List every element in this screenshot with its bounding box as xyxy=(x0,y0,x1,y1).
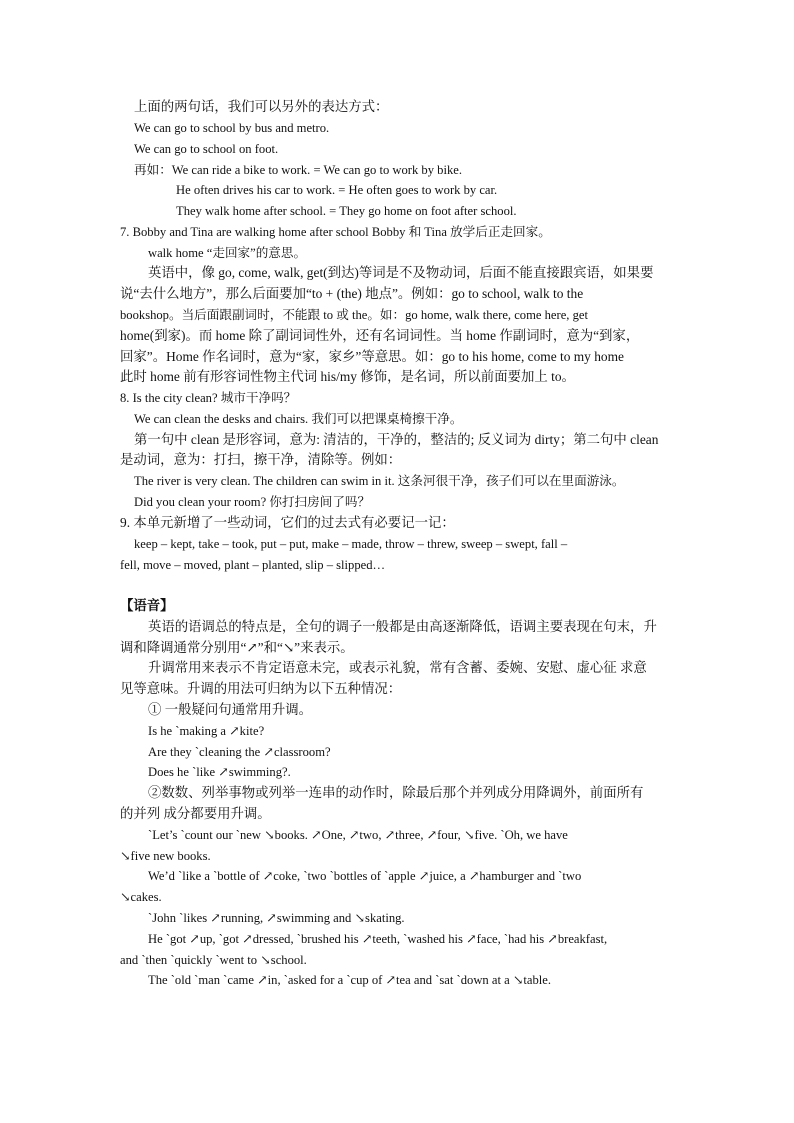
text-line: ↘cakes. xyxy=(120,890,162,904)
text-line: Are they `cleaning the ↗classroom? xyxy=(148,745,331,759)
text-line: Did you clean your room? 你打扫房间了吗？ xyxy=(134,495,371,509)
text-line: 的并列 成分都要用升调。 xyxy=(120,806,271,821)
text-line: ① 一般疑问句通常用升调。 xyxy=(148,702,313,717)
text-line: 说“去什么地方”，那么后面要加“to + (the) 地点”。例如：go to school, walk to the xyxy=(120,286,584,301)
text-line: Is he `making a ↗kite? xyxy=(148,724,265,738)
text-line: 再如：We can ride a bike to work. = We can go to work by bike. xyxy=(134,163,462,177)
text-line: 调和降调通常分别用“↗”和“↘”来表示。 xyxy=(120,640,354,655)
text-line: bookshop。当后面跟副词时，不能跟 to 或 the。如：go home, walk there, come here, get xyxy=(120,308,588,322)
text-line: 英语的语调总的特点是，全句的调子一般都是由高逐渐降低，语调主要表现在句末，升 xyxy=(148,619,657,634)
text-line: home(到家)。而 home 除了副词词性外，还有名词词性。当 home 作副词时，意为“到家， xyxy=(120,328,640,343)
text-line: He often drives his car to work. = He often goes to work by car. xyxy=(176,183,498,197)
text-line: fell, move – moved, plant – planted, slip – slipped… xyxy=(120,558,386,572)
text-line: 是动词，意为：打扫，擦干净，清除等。例如： xyxy=(120,452,402,467)
text-line: and `then `quickly `went to ↘school. xyxy=(120,953,307,967)
text-line: 英语中，像 go, come, walk, get(到达)等词是不及物动词，后面不能直接跟宾语，如果要 xyxy=(148,265,654,280)
text-line: `Let’s `count our `new ↘books. ↗One, ↗two, ↗three, ↗four, ↘five. `Oh, we have xyxy=(148,828,568,842)
text-line: 9. 本单元新增了一些动词，它们的过去式有必要记一记： xyxy=(120,515,455,530)
text-line: We can go to school on foot. xyxy=(134,142,279,156)
text-line: 见等意味。升调的用法可归纳为以下五种情况： xyxy=(120,681,402,696)
section-heading: 【语音】 xyxy=(120,598,174,613)
text-line: 此时 home 前有形容词性物主代词 his/my 修饰，是名词，所以前面要加上 to。 xyxy=(120,369,575,384)
text-line: We can clean the desks and chairs. 我们可以把课桌椅擦干净。 xyxy=(134,412,463,426)
text-line: 第一句中 clean 是形容词，意为: 清洁的，干净的，整洁的; 反义词为 dirty；第二句中 clean xyxy=(134,432,659,447)
text-line: keep – kept, take – took, put – put, make – made, throw – threw, sweep – swept, fall – xyxy=(134,537,568,551)
text-line: ②数数、列举事物或列举一连串的动作时，除最后那个并列成分用降调外，前面所有 xyxy=(148,785,644,800)
text-line: The river is very clean. The children can swim in it. 这条河很干净，孩子们可以在里面游泳。 xyxy=(134,474,625,488)
text-line: `John `likes ↗running, ↗swimming and ↘skating. xyxy=(148,911,405,925)
text-line: ↘five new books. xyxy=(120,849,211,863)
text-line: They walk home after school. = They go home on foot after school. xyxy=(176,204,517,218)
text-line: The `old `man `came ↗in, `asked for a `cup of ↗tea and `sat `down at a ↘table. xyxy=(148,973,552,987)
text-line: walk home “走回家”的意思。 xyxy=(148,246,307,260)
text-line: He `got ↗up, `got ↗dressed, `brushed his ↗teeth, `washed his ↗face, `had his ↗breakfast, xyxy=(148,932,608,946)
text-line: We can go to school by bus and metro. xyxy=(134,121,330,135)
text-line: Does he `like ↗swimming?. xyxy=(148,765,291,779)
text-line: We’d `like a `bottle of ↗coke, `two `bottles of `apple ↗juice, a ↗hamburger and `two xyxy=(148,869,582,883)
text-line: 7. Bobby and Tina are walking home after school Bobby 和 Tina 放学后正走回家。 xyxy=(120,225,551,239)
text-line: 8. Is the city clean? 城市干净吗？ xyxy=(120,391,297,405)
text-line: 升调常用来表示不肯定语意未完，或表示礼貌，常有含蓄、委婉、安慰、虚心征 求意 xyxy=(148,660,647,675)
text-line: 回家”。Home 作名词时，意为“家，家乡”等意思。如：go to his home, come to my home xyxy=(120,349,624,364)
text-line: 上面的两句话，我们可以另外的表达方式： xyxy=(134,99,389,114)
